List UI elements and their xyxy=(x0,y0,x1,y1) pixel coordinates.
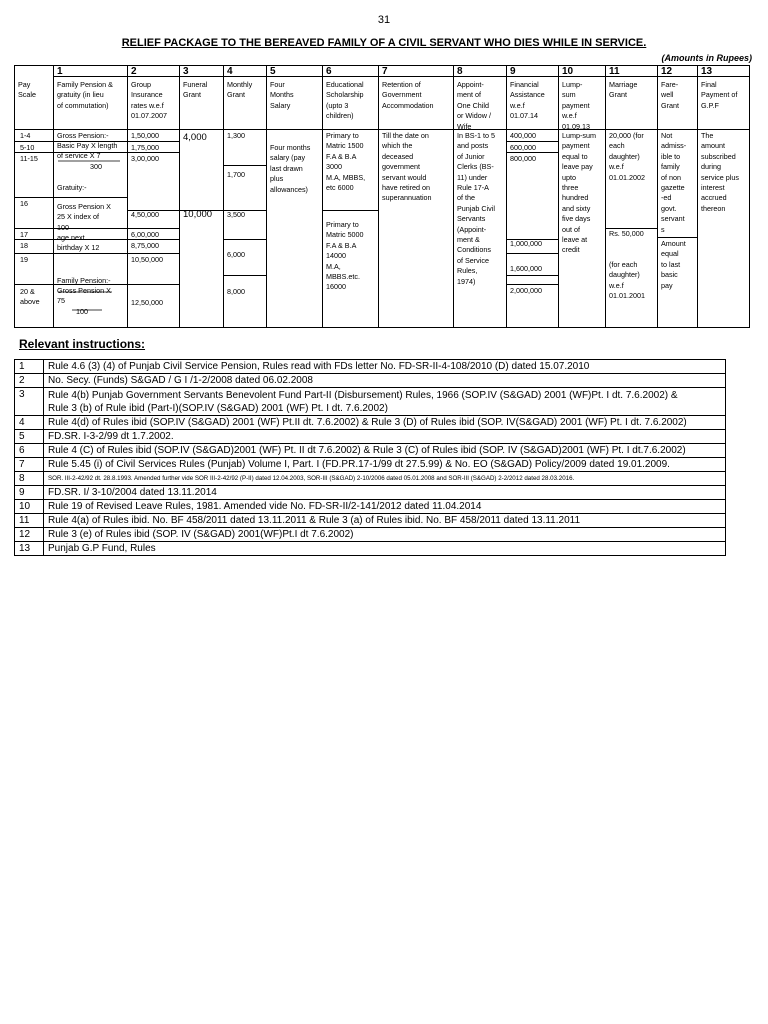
instruction-number: 7 xyxy=(15,458,44,472)
header-marriage-grant: Marriage Grant xyxy=(609,80,638,100)
instruction-number: 13 xyxy=(15,542,44,556)
header-retention-accommodation: Retention of Government Accommodation xyxy=(382,80,434,110)
column-number: 2 xyxy=(131,66,137,77)
instruction-number: 1 xyxy=(15,360,44,374)
column-number: 7 xyxy=(382,66,388,77)
header-four-months-salary: Four Months Salary xyxy=(270,80,294,110)
instruction-number: 10 xyxy=(15,500,44,514)
column-number: 8 xyxy=(457,66,463,77)
group-insurance-value: 4,50,000 xyxy=(131,210,159,219)
marriage-grant-text: (for each daughter) w.e.f 01.01.2001 xyxy=(609,260,645,301)
instruction-text: SOR. III-2-42/92 dt. 28.8.1993. Amended further vide SOR III-2-42/92 (P-II) dated 12.04.2003, SOR-III (S&GAD) 2-10/2006 dated 05.01.2008 and SOR-III (S&GAD) 2-2/2012 dated 28.03.2016. xyxy=(44,472,726,486)
group-insurance-value: 6,00,000 xyxy=(131,230,159,239)
pay-scale-cell: 19 xyxy=(20,255,28,264)
marriage-grant-text: 20,000 (for each daughter) w.e.f 01.01.2002 xyxy=(609,131,645,182)
pay-scale-cell: 1-4 xyxy=(20,131,31,140)
appointment-text: In BS-1 to 5 and posts of Junior Clerks (BS- 11) under Rule 17-A of the Punjab Civil Servants (Appoint- ment & Conditions of Service Rules, 1974) xyxy=(457,131,495,286)
column-number: 9 xyxy=(510,66,516,77)
header-pay-scale: Pay Scale xyxy=(18,80,36,100)
farewell-grant-text: Amount equal to last basic pay xyxy=(661,239,686,290)
column-number: 13 xyxy=(701,66,713,77)
column-number: 1 xyxy=(57,66,63,77)
header-family-pension: Family Pension & gratuity (in lieu of commutation) xyxy=(57,80,113,110)
column-number: 10 xyxy=(562,66,574,77)
pay-scale-cell: 5-10 xyxy=(20,143,35,152)
header-gpf: Final Payment of G.P.F xyxy=(701,80,738,110)
instruction-row xyxy=(15,542,726,556)
header-funeral-grant: Funeral Grant xyxy=(183,80,208,100)
instruction-text: No. Secy. (Funds) S&GAD / G I /1-2/2008 dated 06.02.2008 xyxy=(44,374,726,388)
column-number: 5 xyxy=(270,66,276,77)
header-financial-assistance: Financial Assistance w.e.f 01.07.14 xyxy=(510,80,545,121)
instruction-row xyxy=(15,500,726,514)
instruction-number: 12 xyxy=(15,528,44,542)
instruction-number: 5 xyxy=(15,430,44,444)
instruction-number: 3 xyxy=(15,388,44,416)
retention-text: Till the date on which the deceased government servant would have retired on superannuation xyxy=(382,131,432,203)
instruction-text: Rule 4 (C) of Rules ibid (SOP.IV (S&GAD)2001 (WF) Pt. II dt 7.6.2002) & Rule 3 (C) of Rules ibid (SOP. IV (S&GAD)2001 (WF) Pt. I dt.7.6.2002) xyxy=(44,444,726,458)
instruction-number: 4 xyxy=(15,416,44,430)
scholarship-text: Primary to Matric 5000 F.A & B.A 14000 M.A, MBBS.etc. 16000 xyxy=(326,220,364,292)
age-next-birthday: age next birthday X 12 xyxy=(57,233,100,253)
gross-pension-label: Gross Pension:- xyxy=(57,131,109,140)
family-pension-formula: Gross Pension X 75 xyxy=(57,286,111,306)
group-insurance-value: 1,50,000 xyxy=(131,131,159,140)
family-pension-label: Family Pension:- xyxy=(57,276,111,285)
scholarship-text: Primary to Matric 1500 F.A & B.A 3000 M.A, MBBS, etc 6000 xyxy=(326,131,366,193)
divisor-100: 100 xyxy=(76,307,88,316)
column-number: 4 xyxy=(227,66,233,77)
page-number: 31 xyxy=(377,14,391,26)
instruction-row xyxy=(15,360,726,374)
header-lump-sum: Lump- sum payment w.e.f 01.09.13 xyxy=(562,80,590,131)
monthly-grant-value: 8,000 xyxy=(227,287,245,296)
instruction-row xyxy=(15,458,726,472)
instruction-text: Punjab G.P Fund, Rules xyxy=(44,542,726,556)
instruction-text: Rule 4(a) of Rules ibid. No. BF 458/2011 dated 13.11.2011 & Rule 3 (a) of Rules ibid. No. BF 458/2011 dated 13.11.2011 xyxy=(44,514,726,528)
gratuity-formula: Gross Pension X 25 X index of 100 xyxy=(57,202,111,232)
instruction-text: Rule 3 (e) of Rules ibid (SOP. IV (S&GAD) 2001(WF)Pt.I dt 7.6.2002) xyxy=(44,528,726,542)
instruction-row xyxy=(15,514,726,528)
funeral-grant-value: 4,000 xyxy=(183,132,207,143)
financial-assistance-value: 400,000 xyxy=(510,131,536,140)
instruction-row xyxy=(15,528,726,542)
column-number: 3 xyxy=(183,66,189,77)
instruction-row xyxy=(15,444,726,458)
instruction-row xyxy=(15,416,726,430)
instruction-number: 6 xyxy=(15,444,44,458)
pay-scale-cell: 11-15 xyxy=(20,154,38,163)
divisor-300: 300 xyxy=(90,162,102,171)
instruction-row xyxy=(15,486,726,500)
relief-package-table xyxy=(14,65,750,328)
instruction-number: 2 xyxy=(15,374,44,388)
instruction-text: Rule 4(b) Punjab Government Servants Benevolent Fund Part-II (Disbursement) Rules, 1966 (SOP.IV (S&GAD) 2001 (WF)Pt. I dt. 7.6.2002) & Rule 3 (b) of Rule ibid (Part-I)(SOP.IV (S&GAD) 2001 (WF) Pt. I dt. 7.6.2002) xyxy=(44,388,726,416)
header-farewell-grant: Fare- well Grant xyxy=(661,80,679,110)
monthly-grant-value: 1,300 xyxy=(227,131,245,140)
amounts-note: (Amounts in Rupees) xyxy=(661,53,752,63)
header-educational-scholarship: Educational Scholarship (upto 3 children) xyxy=(326,80,364,121)
instruction-row xyxy=(15,388,726,416)
basic-pay-formula: Basic Pay X length of service X 7 xyxy=(57,141,118,161)
group-insurance-value: 8,75,000 xyxy=(131,241,159,250)
column-number: 6 xyxy=(326,66,332,77)
financial-assistance-value: 2,000,000 xyxy=(510,286,542,295)
group-insurance-value: 1,75,000 xyxy=(131,143,159,152)
financial-assistance-value: 600,000 xyxy=(510,143,536,152)
farewell-grant-text: Not admiss- ible to family of non gazette -ed govt. servant s xyxy=(661,131,687,234)
instruction-number: 8 xyxy=(15,472,44,486)
gratuity-label: Gratuity:- xyxy=(57,183,87,192)
instruction-row xyxy=(15,472,726,486)
header-group-insurance: Group Insurance rates w.e.f 01.07.2007 xyxy=(131,80,167,121)
instruction-text: FD.SR. I/ 3-10/2004 dated 13.11.2014 xyxy=(44,486,726,500)
financial-assistance-value: 1,600,000 xyxy=(510,264,542,273)
instructions-table xyxy=(14,359,726,556)
financial-assistance-value: 1,000,000 xyxy=(510,239,542,248)
column-number: 11 xyxy=(609,66,620,77)
monthly-grant-value: 6,000 xyxy=(227,250,245,259)
column-number: 12 xyxy=(661,66,673,77)
document-title: RELIEF PACKAGE TO THE BEREAVED FAMILY OF A CIVIL SERVANT WHO DIES WHILE IN SERVICE. xyxy=(121,37,647,49)
gpf-text: The amount subscribed during service plus interest accrued thereon xyxy=(701,131,739,213)
instruction-text: Rule 5.45 (i) of Civil Services Rules (Punjab) Volume I, Part. I (FD.PR.17-1/99 dt 27.5.99) & No. EO (S&GAD) Policy/2009 dated 19.01.2009. xyxy=(44,458,726,472)
four-months-salary-text: Four months salary (pay last drawn plus allowances) xyxy=(270,143,311,194)
pay-scale-cell: 16 xyxy=(20,199,28,208)
monthly-grant-value: 1,700 xyxy=(227,170,245,179)
instructions-heading: Relevant instructions: xyxy=(19,337,146,351)
pay-scale-cell: 17 xyxy=(20,230,28,239)
group-insurance-value: 12,50,000 xyxy=(131,298,163,307)
instruction-row xyxy=(15,430,726,444)
header-appointment: Appoint- ment of One Child or Widow / Wife xyxy=(457,80,491,131)
monthly-grant-value: 3,500 xyxy=(227,210,245,219)
header-monthly-grant: Monthly Grant xyxy=(227,80,253,100)
marriage-grant-amount: Rs. 50,000 xyxy=(609,229,644,238)
group-insurance-value: 3,00,000 xyxy=(131,154,159,163)
instruction-number: 9 xyxy=(15,486,44,500)
funeral-grant-value: 10,000 xyxy=(183,209,213,220)
group-insurance-value: 10,50,000 xyxy=(131,255,163,264)
pay-scale-cell: 20 & above xyxy=(20,287,40,307)
instruction-number: 11 xyxy=(15,514,44,528)
instruction-text: Rule 19 of Revised Leave Rules, 1981. Amended vide No. FD-SR-II/2-141/2012 dated 11.04.2014 xyxy=(44,500,726,514)
financial-assistance-value: 800,000 xyxy=(510,154,536,163)
lump-sum-text: Lump-sum payment equal to leave pay upto three hundred and sixty five days out of leave at credit xyxy=(562,131,596,255)
instruction-text: Rule 4(d) of Rules ibid (SOP.IV (S&GAD) 2001 (WF) Pt.II dt. 7.6.2002) & Rule 3 (D) of Rules ibid (SOP. IV(S&GAD) 2001 (WF) Pt. I dt. 7.6.2002) xyxy=(44,416,726,430)
instruction-text: Rule 4.6 (3) (4) of Punjab Civil Service Pension, Rules read with FDs letter No. FD-SR-II-4-108/2010 (D) dated 15.07.2010 xyxy=(44,360,726,374)
instruction-text: FD.SR. I-3-2/99 dt 1.7.2002. xyxy=(44,430,726,444)
instruction-row xyxy=(15,374,726,388)
pay-scale-cell: 18 xyxy=(20,241,28,250)
